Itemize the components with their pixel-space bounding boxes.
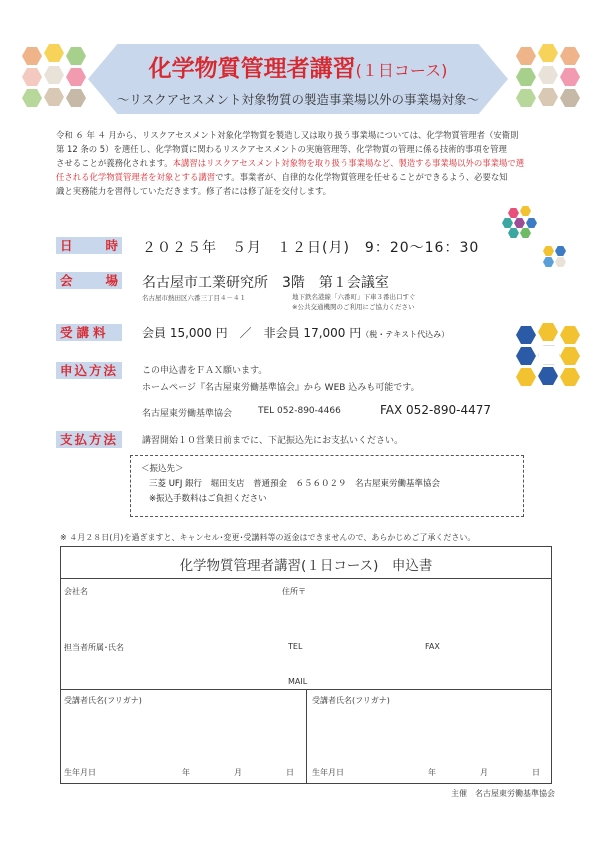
venue-label-b: 場 [105, 273, 118, 288]
page-title [88, 50, 508, 83]
payment-label-text: 支払方法 [60, 432, 119, 447]
tel-field[interactable]: TEL [288, 642, 303, 651]
bank-heading: ＜振込先＞ [141, 464, 184, 474]
dob-year-1[interactable]: 年 [182, 768, 190, 777]
intro-line: 識と実務能力を習得していただきます。修了者には修了証を交付します。 [56, 186, 332, 196]
attendee-name-field-2[interactable]: 受講者氏名(フリガナ) [312, 696, 390, 705]
form-title: 化学物質管理者講習(１日コース) 申込書 [179, 558, 433, 574]
intro-line: 第 12 条の 5）を選任し、化学物質に関わるリスクアセスメントの実施管理等、化学物質の管理に係る技術的事項を管理 [56, 144, 507, 154]
apply-line-2: ホームページ『名古屋東労働基準協会』から WEB 込みも可能です。 [142, 383, 420, 393]
dob-month-2[interactable]: 月 [480, 768, 488, 777]
bank-info-box [130, 455, 524, 517]
fee-value [142, 324, 449, 341]
venue-access: 地下鉄名港線「六番町」下車３番出口すぐ [292, 293, 416, 301]
payment-label [56, 431, 122, 448]
apply-fax: FAX 052-890-4477 [380, 403, 492, 417]
venue-address: 名古屋市熱田区六番三丁目４－４１ [142, 294, 246, 302]
title-course: (１日コース) [355, 61, 448, 80]
intro-highlight: 任される化学物質管理者を対象とする講習 [56, 172, 216, 182]
venue-label-a: 会 [60, 273, 73, 288]
dob-day-1[interactable]: 日 [286, 768, 294, 777]
page-subtitle: ～リスクアセスメント対象物質の製造事業場以外の事業場対象～ [116, 92, 480, 107]
apply-org: 名古屋東労働基準協会 [142, 409, 233, 419]
organizer: 主催 名古屋東労働基準協会 [451, 789, 555, 798]
form-divider [306, 689, 307, 784]
venue-value: 名古屋市工業研究所 3階 第１会議室 [142, 275, 389, 291]
intro-line [56, 156, 556, 170]
title-main: 化学物質管理者講習 [148, 56, 356, 82]
bank-note: ※振込手数料はご負担ください [149, 494, 267, 504]
date-label [56, 237, 122, 254]
contact-field[interactable]: 担当者所属･氏名 [64, 643, 124, 652]
date-value: ２０２５年 ５月 １２日(月) 9：20～16：30 [142, 240, 480, 256]
intro-paragraph [56, 128, 556, 198]
dob-month-1[interactable]: 月 [234, 768, 242, 777]
address-field[interactable]: 住所〒 [282, 587, 306, 596]
intro-highlight: 本講習はリスクアセスメント対象物を取り扱う事業場など、製造する事業場以外の事業場で選 [172, 158, 525, 168]
apply-label-text: 申込方法 [60, 363, 119, 378]
dob-label-1: 生年月日 [64, 768, 96, 777]
dob-year-2[interactable]: 年 [428, 768, 436, 777]
apply-tel: TEL 052-890-4466 [258, 406, 341, 416]
fax-field[interactable]: FAX [425, 642, 440, 651]
fee-amounts: 会員 15,000 円 ／ 非会員 17,000 円 [142, 326, 362, 340]
intro-line [56, 170, 556, 184]
venue-access-note: ※公共交通機関のご利用にご協力ください [292, 303, 415, 311]
fee-label [56, 324, 122, 341]
intro-text: です。事業者が、自律的な化学物質管理を任せることができるよう、必要な知 [215, 172, 508, 182]
intro-text: させることが義務化されます。 [56, 158, 173, 168]
intro-line: 令和 ６ 年 ４ 月から、リスクアセスメント対象化学物質を製造し又は取り扱う事業場については、化学物質管理者（安衛則 [56, 130, 519, 140]
dob-label-2: 生年月日 [312, 768, 344, 777]
cancellation-notice: ※ ４月２８日(月)を過ぎますと、キャンセル･変更･受講料等の返金はできませんので、あらかじめご了承ください。 [60, 533, 476, 542]
payment-text: 講習開始１０営業日前までに、下記振込先にお支払いください。 [142, 436, 404, 446]
fee-note: （税・テキスト代込み） [361, 330, 450, 339]
bank-detail: 三菱 UFJ 銀行 堀田支店 普通預金 ６５６０２９ 名古屋東労働基準協会 [149, 479, 441, 489]
date-label-a: 日 [60, 238, 73, 253]
mail-field[interactable]: MAIL [288, 677, 308, 686]
date-label-b: 時 [105, 238, 118, 253]
venue-label [56, 272, 122, 289]
attendee-name-field-1[interactable]: 受講者氏名(フリガナ) [64, 696, 142, 705]
company-field[interactable]: 会社名 [64, 587, 88, 596]
apply-label [56, 362, 122, 379]
fee-label-text: 受講料 [60, 325, 110, 340]
form-divider [60, 578, 552, 579]
dob-day-2[interactable]: 日 [532, 768, 540, 777]
apply-line-1: この申込書をＦＡＸ願います。 [142, 366, 268, 376]
